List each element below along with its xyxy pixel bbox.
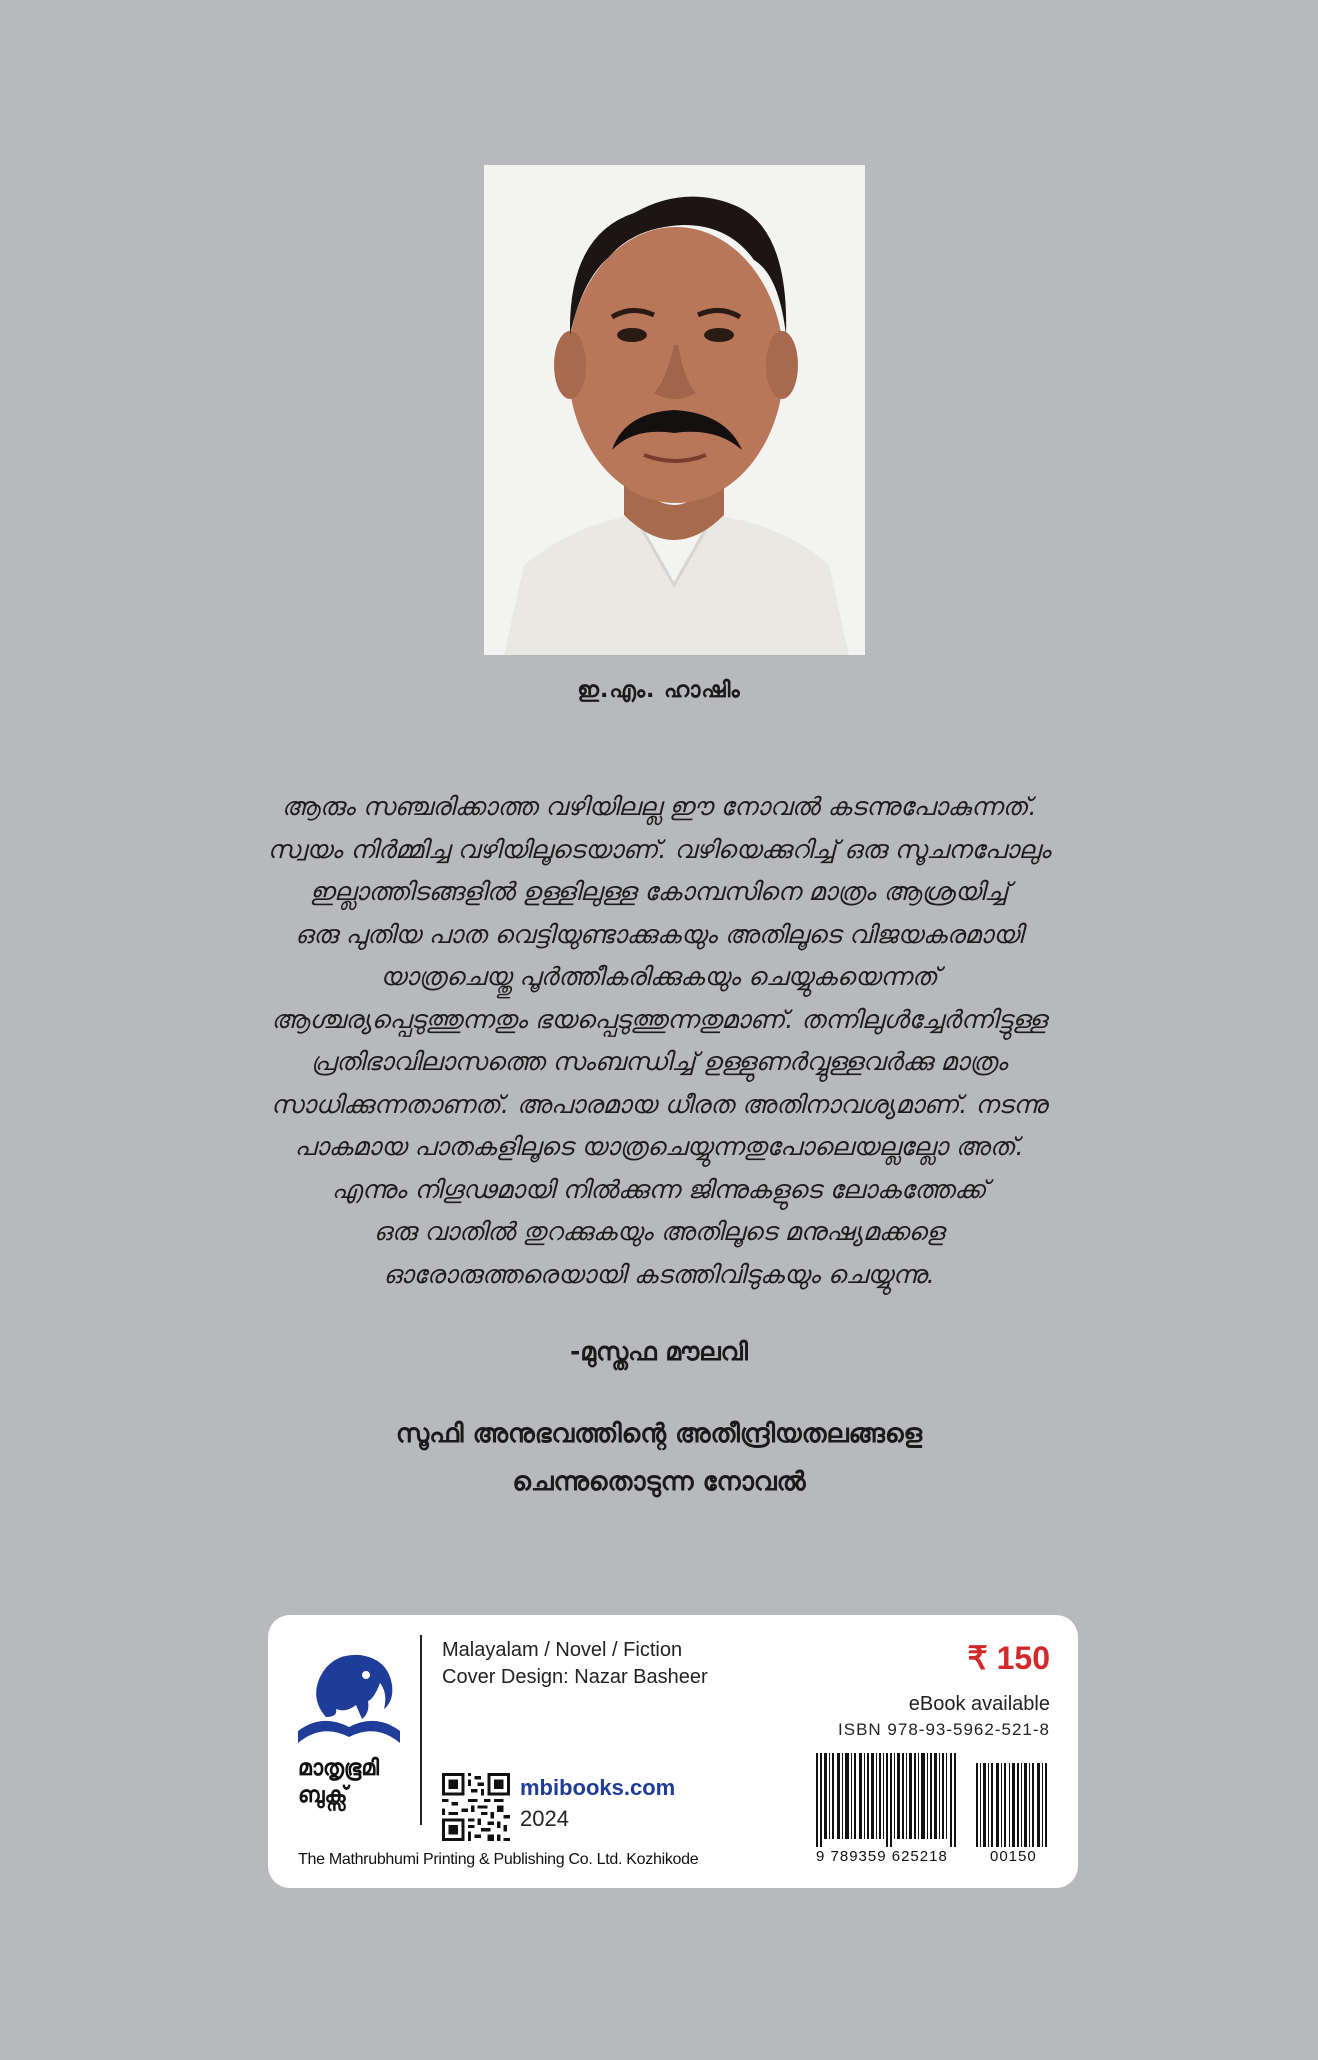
elephant-book-logo-icon: [296, 1639, 402, 1749]
publication-year: 2024: [520, 1806, 569, 1831]
blurb-line: എന്നും നിഗൂഢമായി നിൽക്കുന്ന ജിന്നുകളുടെ ലോകത്തേക്ക്: [331, 1174, 987, 1204]
blurb-line: ആരും സഞ്ചരിക്കാത്ത വഴിയിലല്ല ഈ നോവൽ കടന്നുപോകുന്നത്.: [281, 792, 1037, 821]
price: ₹ 150: [967, 1640, 1050, 1676]
logo-text-line-1: മാതൃഭൂമി: [298, 1756, 380, 1781]
blurb-line: ഒരു വാതിൽ തുറക്കുകയും അതിലൂടെ മനുഷ്യമക്കളെ: [373, 1217, 945, 1246]
qr-code-icon[interactable]: [442, 1773, 510, 1841]
blurb-line: ആശ്ചര്യപ്പെടുത്തുന്നതും ഭയപ്പെടുത്തുന്നതുമാണ്. തന്നിലുൾച്ചേർന്നിട്ടുള്ള: [271, 1004, 1047, 1034]
blurb-line: സാധിക്കുന്നതാണത്. അപാരമായ ധീരത അതിനാവശ്യമാണ്. നടന്നു: [270, 1089, 1048, 1119]
blurb-line: സ്വയം നിർമ്മിച്ച വഴിയിലൂടെയാണ്. വഴിയെക്കുറിച്ച് ഒരു സൂചനപോലും: [267, 834, 1051, 864]
tagline-line-2: ചെന്നുതൊടുന്ന നോവൽ: [512, 1467, 806, 1497]
logo-text-line-2: ബുക്സ്: [298, 1783, 348, 1808]
tagline-line-1: സൂഫി അനുഭവത്തിന്റെ അതീന്ദ്രിയതലങ്ങളെ: [395, 1419, 923, 1449]
blurb-attribution: -മുസ്തഫ മൗലവി: [570, 1337, 748, 1366]
blurb-line: ഓരോരുത്തരെയായി കടത്തിവിടുകയും ചെയ്യുന്നു.: [383, 1259, 935, 1289]
divider: [420, 1635, 422, 1825]
ebook-availability: eBook available: [908, 1693, 1050, 1715]
isbn: ISBN 978-93-5962-521-8: [838, 1720, 1050, 1739]
category-text: Malayalam / Novel / Fiction: [442, 1639, 683, 1661]
info-panel: [268, 1615, 1078, 1888]
barcode-addon: 00150: [990, 1848, 1037, 1865]
blurb-line: ഒരു പുതിയ പാത വെട്ടിയുണ്ടാക്കുകയും അതിലൂടെ വിജയകരമായി: [295, 919, 1023, 949]
tagline: [0, 1410, 1318, 1506]
author-photo: [484, 165, 865, 655]
blurb-line: പ്രതിഭാവിലാസത്തെ സംബന്ധിച്ച് ഉള്ളുണർവ്വുള്ളവർക്കു മാത്രം: [310, 1047, 1008, 1076]
cover-design-text: Cover Design: Nazar Basheer: [442, 1666, 708, 1688]
barcode-icon: [816, 1753, 1048, 1847]
book-info: [442, 1637, 708, 1691]
publisher: The Mathrubhumi Printing & Publishing Co. Ltd. Kozhikode: [298, 1851, 699, 1868]
author-name: ഇ.എം. ഹാഷിം: [577, 678, 741, 703]
website-link[interactable]: mbibooks.com: [520, 1775, 676, 1800]
blurb-line: യാത്രചെയ്തു പൂർത്തീകരിക്കുകയും ചെയ്യുകയെന്നത്: [380, 962, 938, 991]
blurb-line: ഇല്ലാത്തിടങ്ങളിൽ ഉള്ളിലുള്ള കോമ്പസിനെ മാത്രം ആശ്രയിച്ച്: [309, 877, 1009, 906]
blurb-line: പാകമായ പാതകളിലൂടെ യാത്രചെയ്യുന്നതുപോലെയല്ലല്ലോ അത്.: [294, 1132, 1024, 1161]
barcode-number: 9 789359 625218: [816, 1848, 948, 1865]
logo-text: [298, 1755, 408, 1809]
blurb-text: [130, 786, 1188, 1296]
